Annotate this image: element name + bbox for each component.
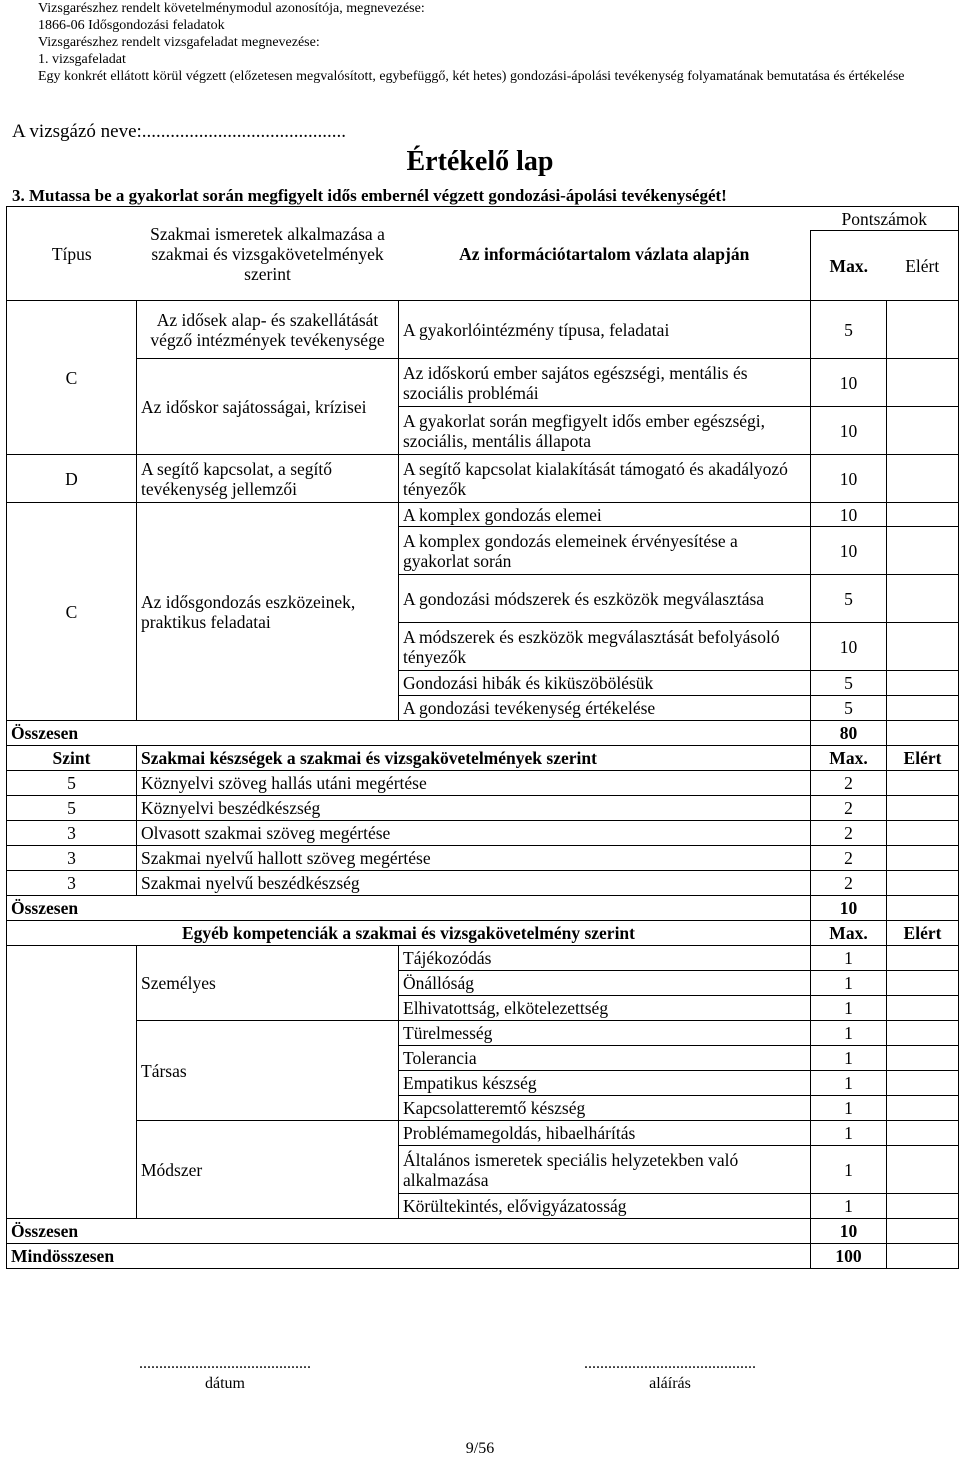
competency-text: Kapcsolatteremtő készség <box>399 1096 811 1121</box>
col-achieved-header: Elért <box>887 921 959 946</box>
header-line: Vizsgarészhez rendelt követelménymodul azonosítója, megnevezése: <box>38 1 425 16</box>
col-achieved-header: Elért <box>887 231 959 301</box>
date-field[interactable] <box>90 1355 360 1393</box>
competency-max: 1 <box>811 1071 887 1096</box>
competency-text: Körültekintés, elővigyázatosság <box>399 1194 811 1219</box>
task-statement: 3. Mutassa be a gyakorlat során megfigyelt idős embernél végzett gondozási-ápolási tevékenységét! <box>12 186 727 205</box>
item-max: 5 <box>811 301 887 359</box>
col-points-header: Pontszámok <box>811 207 959 231</box>
type-cell: C <box>7 301 137 455</box>
competency-achieved[interactable] <box>887 1071 959 1096</box>
item-achieved[interactable] <box>887 407 959 455</box>
competency-max: 1 <box>811 1046 887 1071</box>
item-max: 5 <box>811 696 887 721</box>
competency-text: Empatikus készség <box>399 1071 811 1096</box>
item-achieved[interactable] <box>887 301 959 359</box>
competency-text: Tolerancia <box>399 1046 811 1071</box>
competency-max: 1 <box>811 1121 887 1146</box>
item-max: 10 <box>811 623 887 671</box>
col-outline-header: Az információtartalom vázlata alapján <box>399 207 811 301</box>
item-max: 10 <box>811 527 887 575</box>
header-line: 1. vizsgafeladat <box>38 52 126 67</box>
item-text: A gondozási tevékenység értékelése <box>399 696 811 721</box>
evaluation-table <box>6 206 959 1269</box>
page-number: 9/56 <box>465 1440 495 1457</box>
skill-max: 2 <box>811 771 887 796</box>
item-achieved[interactable] <box>887 623 959 671</box>
total-label: Összesen <box>7 1219 811 1244</box>
item-achieved[interactable] <box>887 575 959 623</box>
competency-max: 1 <box>811 1194 887 1219</box>
item-achieved[interactable] <box>887 359 959 407</box>
examinee-name-line: A vizsgázó neve:........................................... <box>12 121 347 142</box>
competency-max: 1 <box>811 971 887 996</box>
skill-max: 2 <box>811 821 887 846</box>
col-knowledge-header: Szakmai ismeretek alkalmazása a szakmai és vizsgakövetelmények szerint <box>137 207 399 301</box>
col-achieved-header: Elért <box>887 746 959 771</box>
competency-max: 1 <box>811 1146 887 1194</box>
competency-achieved[interactable] <box>887 1046 959 1071</box>
signature-field[interactable] <box>535 1355 805 1393</box>
item-text: A komplex gondozás elemeinek érvényesítése a gyakorlat során <box>399 527 811 575</box>
skill-achieved[interactable] <box>887 871 959 896</box>
total-label: Összesen <box>7 721 811 746</box>
total-max: 80 <box>811 721 887 746</box>
col-max-header: Max. <box>811 746 887 771</box>
competency-max: 1 <box>811 1096 887 1121</box>
item-achieved[interactable] <box>887 696 959 721</box>
skill-level: 5 <box>7 796 137 821</box>
knowledge-cell: A segítő kapcsolat, a segítő tevékenység jellemzői <box>137 455 399 503</box>
competency-achieved[interactable] <box>887 971 959 996</box>
item-text: A segítő kapcsolat kialakítását támogató és akadályozó tényezők <box>399 455 811 503</box>
competency-text: Önállóság <box>399 971 811 996</box>
date-dots: ........................................... <box>139 1355 311 1372</box>
type-cell: D <box>7 455 137 503</box>
competency-achieved[interactable] <box>887 1096 959 1121</box>
item-text: Gondozási hibák és kiküszöbölésük <box>399 671 811 696</box>
grand-total-max: 100 <box>811 1244 887 1269</box>
col-max-header: Max. <box>811 921 887 946</box>
signature-label: aláírás <box>649 1375 691 1392</box>
competency-text: Elhivatottság, elkötelezettség <box>399 996 811 1021</box>
item-max: 10 <box>811 455 887 503</box>
knowledge-cell: Az idősgondozás eszközeinek, praktikus feladatai <box>137 503 399 721</box>
competency-achieved[interactable] <box>887 1121 959 1146</box>
item-text: A módszerek és eszközök megválasztását befolyásoló tényezők <box>399 623 811 671</box>
col-max-header: Max. <box>811 231 887 301</box>
item-text: A gondozási módszerek és eszközök megválasztása <box>399 575 811 623</box>
skill-achieved[interactable] <box>887 846 959 871</box>
item-achieved[interactable] <box>887 527 959 575</box>
skill-max: 2 <box>811 871 887 896</box>
competency-text: Türelmesség <box>399 1021 811 1046</box>
total-max: 10 <box>811 896 887 921</box>
total-label: Összesen <box>7 896 811 921</box>
competency-text: Problémamegoldás, hibaelhárítás <box>399 1121 811 1146</box>
competency-group: Társas <box>137 1021 399 1121</box>
knowledge-cell: Az idősek alap- és szakellátását végző intézmények tevékenysége <box>137 301 399 359</box>
skill-achieved[interactable] <box>887 821 959 846</box>
skill-text: Köznyelvi szöveg hallás utáni megértése <box>137 771 811 796</box>
skill-level: 3 <box>7 846 137 871</box>
competency-achieved[interactable] <box>887 1146 959 1194</box>
competency-max: 1 <box>811 1021 887 1046</box>
item-achieved[interactable] <box>887 503 959 527</box>
competency-text: Tájékozódás <box>399 946 811 971</box>
competency-achieved[interactable] <box>887 946 959 971</box>
item-text: A gyakorlóintézmény típusa, feladatai <box>399 301 811 359</box>
header-line: 1866-06 Idősgondozási feladatok <box>38 18 225 33</box>
knowledge-cell: Az időskor sajátosságai, krízisei <box>137 359 399 455</box>
signature-dots: ........................................... <box>584 1355 756 1372</box>
date-label: dátum <box>205 1375 245 1392</box>
item-text: A komplex gondozás elemei <box>399 503 811 527</box>
skill-level: 3 <box>7 821 137 846</box>
type-cell: C <box>7 503 137 721</box>
col-type-header: Típus <box>7 207 137 301</box>
total-achieved[interactable] <box>887 896 959 921</box>
col-level-header: Szint <box>7 746 137 771</box>
skill-level: 3 <box>7 871 137 896</box>
document-header <box>38 0 938 85</box>
item-text: A gyakorlat során megfigyelt idős ember egészségi, szociális, mentális állapota <box>399 407 811 455</box>
total-achieved[interactable] <box>887 1219 959 1244</box>
competency-achieved[interactable] <box>887 1194 959 1219</box>
skill-text: Szakmai nyelvű beszédkészség <box>137 871 811 896</box>
total-max: 10 <box>811 1219 887 1244</box>
grand-total-achieved[interactable] <box>887 1244 959 1269</box>
competency-group: Személyes <box>137 946 399 1021</box>
competency-achieved[interactable] <box>887 996 959 1021</box>
item-text: Az időskorú ember sajátos egészségi, mentális és szociális problémái <box>399 359 811 407</box>
col-skills-header: Szakmai készségek a szakmai és vizsgakövetelmények szerint <box>137 746 811 771</box>
competency-max: 1 <box>811 946 887 971</box>
skill-text: Szakmai nyelvű hallott szöveg megértése <box>137 846 811 871</box>
item-max: 10 <box>811 359 887 407</box>
competency-spacer <box>7 946 137 1219</box>
competencies-header: Egyéb kompetenciák a szakmai és vizsgakövetelmény szerint <box>7 921 811 946</box>
item-max: 10 <box>811 407 887 455</box>
skill-max: 2 <box>811 846 887 871</box>
item-achieved[interactable] <box>887 671 959 696</box>
skill-achieved[interactable] <box>887 771 959 796</box>
header-line: Egy konkrét ellátott körül végzett (előzetesen megvalósított, egybefüggő, két hetes) gondozási-ápolási tevékenység folyamatának bemutatása és értékelése <box>38 69 905 84</box>
skill-text: Olvasott szakmai szöveg megértése <box>137 821 811 846</box>
item-max: 10 <box>811 503 887 527</box>
item-max: 5 <box>811 575 887 623</box>
header-line: Vizsgarészhez rendelt vizsgafeladat megnevezése: <box>38 35 320 50</box>
grand-total-label: Mindösszesen <box>7 1244 811 1269</box>
skill-level: 5 <box>7 771 137 796</box>
page-title: Értékelő lap <box>406 146 554 177</box>
skill-text: Köznyelvi beszédkészség <box>137 796 811 821</box>
competency-max: 1 <box>811 996 887 1021</box>
item-max: 5 <box>811 671 887 696</box>
skill-achieved[interactable] <box>887 796 959 821</box>
item-achieved[interactable] <box>887 455 959 503</box>
total-achieved[interactable] <box>887 721 959 746</box>
competency-achieved[interactable] <box>887 1021 959 1046</box>
skill-max: 2 <box>811 796 887 821</box>
competency-text: Általános ismeretek speciális helyzetekben való alkalmazása <box>399 1146 811 1194</box>
competency-group: Módszer <box>137 1121 399 1219</box>
